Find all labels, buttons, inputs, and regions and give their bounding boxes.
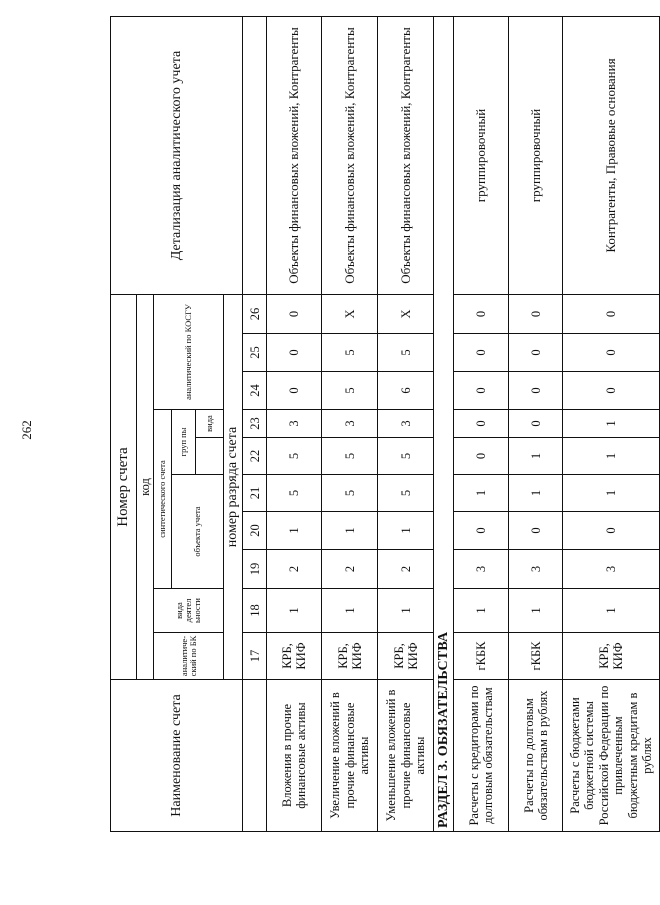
cell-22: 1 [509,438,563,475]
header-row-1 [111,17,137,832]
cell-26: 0 [563,295,660,334]
rotated-table-container [110,17,660,832]
digit-23: 23 [243,410,267,438]
cell-25: 0 [454,334,509,372]
digit-21: 21 [243,475,267,512]
cell-19: 2 [378,550,434,589]
cell-24: 6 [378,372,434,410]
cell-19: 2 [267,550,322,589]
cell-23: 3 [378,410,434,438]
cell-23: 3 [267,410,322,438]
cell-22: 0 [454,438,509,475]
row-name: Увеличение вложений в прочие финансовые активы [322,680,378,832]
cell-bk: КРБ, КИФ [563,633,660,680]
header-detail: Детализация аналитического учета [111,17,243,295]
digit-22: 22 [243,438,267,475]
cell-20: 0 [509,512,563,550]
section-row [434,17,454,832]
cell-23: 0 [454,410,509,438]
digit-17: 17 [243,633,267,680]
table-row [378,17,434,832]
header-code: код [137,295,154,680]
cell-21: 1 [509,475,563,512]
cell-bk: КРБ, КИФ [322,633,378,680]
cell-detail: Контрагенты, Правовые основания [563,17,660,295]
header-account-number: Номер счета [111,295,137,680]
header-synthetic: синтетического счета [154,410,172,589]
cell-detail: Объекты финансовых вложений, Контрагенты [267,17,322,295]
digit-19: 19 [243,550,267,589]
header-account-object: объекта учета [172,475,224,589]
cell-23: 1 [563,410,660,438]
row-name: Расчеты с кредиторами по долговым обязательствам [454,680,509,832]
row-name: Расчеты с бюджетами бюджетной системы Российской Федерации по привлеченным бюджетным кредитам в рублях [563,680,660,832]
cell-detail: группировочный [509,17,563,295]
cell-25: 5 [322,334,378,372]
cell-19: 3 [454,550,509,589]
table-row [322,17,378,832]
cell-23: 3 [322,410,378,438]
header-blank [196,438,224,475]
table-row [454,17,509,832]
header-group: груп пы [172,410,196,475]
cell-22: 5 [322,438,378,475]
cell-detail: группировочный [454,17,509,295]
cell-26: Х [378,295,434,334]
digit-20: 20 [243,512,267,550]
cell-25: 5 [378,334,434,372]
cell-26: 0 [267,295,322,334]
table-row [509,17,563,832]
cell-21: 5 [322,475,378,512]
table-row [267,17,322,832]
cell-21: 1 [563,475,660,512]
cell-23: 0 [509,410,563,438]
cell-24: 5 [322,372,378,410]
digit-24: 24 [243,372,267,410]
header-analytic-kosgu: аналитический по КОСГУ [154,295,224,410]
cell-18: 1 [322,589,378,633]
cell-19: 2 [322,550,378,589]
header-kind: вида [196,410,224,438]
cell-19: 3 [563,550,660,589]
cell-21: 5 [267,475,322,512]
cell-25: 0 [509,334,563,372]
cell-detail: Объекты финансовых вложений, Контрагенты [322,17,378,295]
cell-19: 3 [509,550,563,589]
cell-18: 1 [378,589,434,633]
cell-25: 0 [563,334,660,372]
digit-empty [243,680,267,832]
section-title: РАЗДЕЛ 3. ОБЯЗАТЕЛЬСТВА [434,17,454,832]
digit-26: 26 [243,295,267,334]
cell-22: 1 [563,438,660,475]
cell-bk: КРБ, КИФ [267,633,322,680]
cell-bk: гКБК [454,633,509,680]
cell-20: 1 [267,512,322,550]
cell-bk: КРБ, КИФ [378,633,434,680]
cell-24: 0 [509,372,563,410]
cell-detail: Объекты финансовых вложений, Контрагенты [378,17,434,295]
cell-18: 1 [454,589,509,633]
header-account-name: Наименование счета [111,680,243,832]
cell-bk: гКБК [509,633,563,680]
cell-18: 1 [509,589,563,633]
digit-18: 18 [243,589,267,633]
cell-26: 0 [454,295,509,334]
cell-22: 5 [267,438,322,475]
table-row [563,17,660,832]
cell-25: 0 [267,334,322,372]
cell-20: 1 [378,512,434,550]
page-number: 262 [19,420,34,440]
digits-row [243,17,267,832]
cell-22: 5 [378,438,434,475]
accounts-table [110,16,660,832]
digit-25: 25 [243,334,267,372]
cell-24: 0 [454,372,509,410]
row-name: Уменьшение вложений в прочие финансовые активы [378,680,434,832]
cell-18: 1 [563,589,660,633]
cell-26: 0 [509,295,563,334]
header-digit-number: номер разряда счета [224,295,243,680]
cell-18: 1 [267,589,322,633]
header-analytic-bk: аналитический по БК [154,633,224,680]
row-name: Расчеты по долговым обязательствам в рублях [509,680,563,832]
cell-26: Х [322,295,378,334]
digit-empty-detail [243,17,267,295]
cell-24: 0 [267,372,322,410]
cell-20: 0 [563,512,660,550]
cell-21: 5 [378,475,434,512]
cell-20: 0 [454,512,509,550]
cell-20: 1 [322,512,378,550]
cell-24: 0 [563,372,660,410]
header-activity-type: вида деятел ьности [154,589,224,633]
row-name: Вложения в прочие финансовые активы [267,680,322,832]
cell-21: 1 [454,475,509,512]
